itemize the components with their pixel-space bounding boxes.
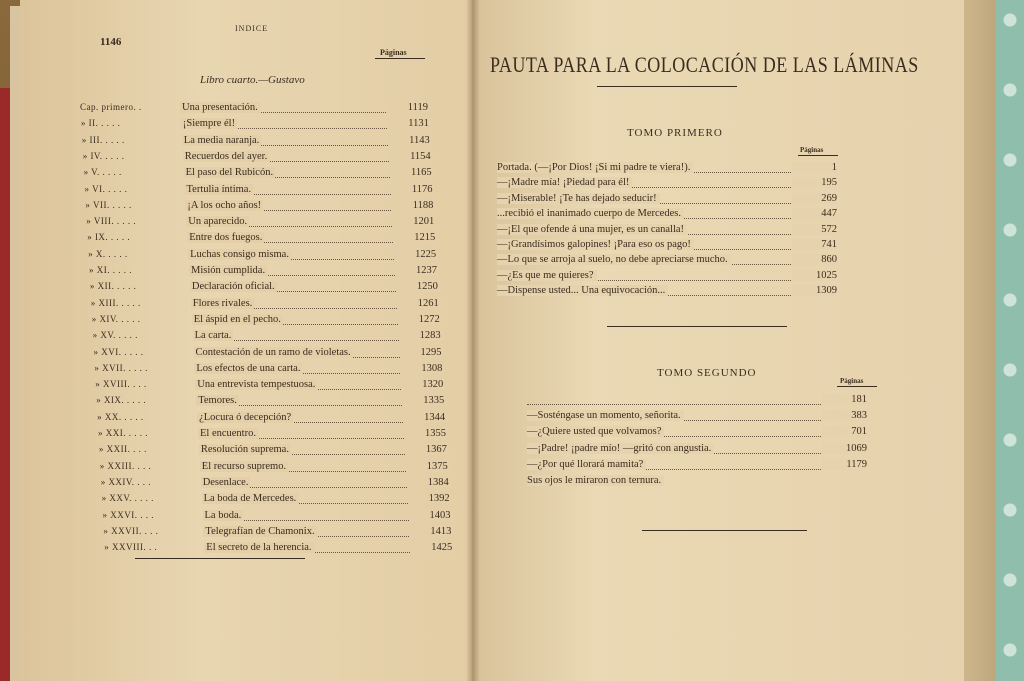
paginas-label: Páginas (380, 48, 407, 57)
toc-entry (93, 330, 443, 343)
toc-entry (87, 232, 437, 245)
page-ref: 1392 (408, 493, 452, 504)
chapter-number: » XIII. . . . . (90, 297, 141, 308)
paginas-label: Páginas (840, 377, 864, 385)
toc-entry (103, 510, 453, 523)
page-ref: 1384 (407, 477, 451, 488)
page-ref: 1165 (390, 167, 434, 178)
page-ref: 860 (792, 254, 837, 265)
page-ref: 1250 (396, 281, 440, 292)
chapter-number: » XXVIII. . . (104, 542, 158, 553)
chapter-number: » IX. . . . . (87, 232, 131, 243)
plate-caption: —¡Madre mía! ¡Piedad para él! (497, 177, 632, 188)
page-title: PAUTA PARA LA COLOCACIÓN DE LAS LÁMINAS (490, 52, 919, 77)
page-ref: 1143 (388, 135, 432, 146)
plate-caption: —Dispense usted... Una equivocación... (497, 285, 668, 296)
plate-entry (497, 162, 837, 176)
rule (798, 155, 838, 156)
toc-entry (94, 347, 444, 360)
plate-entry (497, 193, 837, 207)
ornament-rule (597, 86, 737, 87)
toc-entry (98, 428, 448, 441)
chapter-number: » III. . . . . (81, 134, 125, 145)
plate-caption: Portada. (—¡Por Dios! ¡Si mi padre te viera!). (497, 162, 693, 173)
rule (837, 386, 877, 387)
plate-caption: —Lo que se arroja al suelo, no debe apreciarse mucho. (497, 254, 731, 265)
page-ref: 1069 (822, 443, 867, 454)
page-ref: 1201 (392, 216, 436, 227)
chapter-title: El recurso supremo. (201, 460, 287, 472)
toc-entry (85, 184, 435, 197)
section-title: Libro cuarto.—Gustavo (200, 74, 305, 86)
chapter-title: Temores. (198, 395, 237, 407)
chapter-title: Una presentación. (182, 102, 258, 113)
page-ref: 1237 (395, 265, 439, 276)
toc-entry (91, 298, 441, 311)
page-ref: 447 (792, 208, 837, 219)
page-ref: 1309 (792, 285, 837, 296)
page-ref: 1344 (403, 412, 447, 423)
chapter-number: » XVII. . . . . (94, 362, 148, 373)
plate-caption: —¿Quiere usted que volvamos? (527, 426, 664, 437)
chapter-number: » XVIII. . . . (95, 379, 147, 390)
toc-entry (101, 477, 451, 490)
chapter-title: El áspid en el pecho. (193, 313, 281, 325)
chapter-number: » V. . . . . (83, 167, 122, 178)
page-edges (964, 0, 996, 681)
chapter-number: Cap. primero. . (80, 102, 142, 112)
page-number: 1146 (100, 36, 122, 48)
toc-entry (81, 118, 431, 131)
chapter-number: » XIV. . . . . (91, 313, 141, 324)
page-ref: 1272 (398, 314, 442, 325)
chapter-title: Luchas consigo misma. (190, 248, 289, 260)
chapter-title: La media naranja. (183, 134, 260, 146)
divider-rule (607, 326, 787, 327)
tomo-primero-heading: TOMO PRIMERO (627, 127, 723, 139)
page-ref: 1375 (406, 461, 450, 472)
chapter-number: » XXII. . . . (98, 444, 147, 455)
chapter-title: Recuerdos del ayer. (184, 150, 268, 162)
chapter-title: ¡A los ocho años! (187, 199, 262, 211)
toc-entry (82, 135, 432, 148)
chapter-title: Un aparecido. (188, 216, 248, 228)
toc-entry (80, 102, 430, 115)
chapter-number: » XXI. . . . . (98, 428, 148, 438)
toc-entry (100, 461, 450, 474)
toc-entry (84, 167, 434, 180)
page-ref: 572 (792, 224, 837, 235)
toc-entry (90, 281, 440, 294)
chapter-title: Declaración oficial. (191, 281, 275, 293)
page-ref: 1188 (391, 200, 435, 211)
toc-entry (95, 379, 445, 392)
chapter-number: » IV. . . . . (82, 150, 125, 161)
chapter-title: La carta. (194, 330, 232, 342)
chapter-number: » X. . . . . (88, 248, 128, 259)
chapter-number: » VIII. . . . . (86, 216, 137, 227)
right-page (472, 0, 964, 681)
toc-entry (83, 151, 433, 164)
plate-entry (527, 459, 867, 473)
chapter-title: Telegrafían de Chamonix. (205, 525, 315, 537)
plate-entry (497, 254, 837, 268)
closing-rule (135, 558, 305, 559)
left-page (20, 0, 472, 681)
page-ref: 181 (822, 394, 867, 405)
toc-entry (92, 314, 442, 327)
toc-entry (103, 526, 453, 539)
chapter-number: » XXVII. . . . (103, 525, 159, 536)
chapter-number: » XXVI. . . . (102, 509, 154, 520)
toc-entry (85, 200, 435, 213)
page-ref: 1308 (400, 363, 444, 374)
chapter-title: Los efectos de una carta. (196, 362, 301, 374)
chapter-title: ¡Siempre él! (182, 118, 236, 130)
page-ref: 269 (792, 193, 837, 204)
chapter-number: » XX. . . . . (97, 411, 144, 422)
closing-rule (642, 530, 807, 531)
chapter-title: Una entrevista tempestuosa. (197, 379, 316, 391)
chapter-title: Tertulia íntima. (186, 183, 252, 195)
page-ref: 1225 (394, 249, 438, 260)
toc-entry (89, 265, 439, 278)
plate-caption: —¿Es que me quieres? (497, 270, 597, 281)
toc-entry (102, 493, 452, 506)
toc-entry (97, 412, 447, 425)
page-ref: 1283 (399, 330, 443, 341)
plate-entry (497, 270, 837, 284)
toc-entry (99, 444, 449, 457)
chapter-number: » XXIV. . . . (100, 476, 152, 487)
chapter-title: ¿Locura ó decepción? (199, 411, 292, 423)
page-ref: 701 (822, 426, 867, 437)
plate-entry (497, 208, 837, 222)
page-ref: 1261 (397, 298, 441, 309)
page-ref: 1 (792, 162, 837, 173)
chapter-title: El secreto de la herencia. (206, 542, 312, 554)
page-ref: 1413 (409, 526, 453, 537)
page-ref: 1025 (792, 270, 837, 281)
toc-entry (104, 542, 454, 555)
plate-caption: —¡Grandísimos galopines! ¡Para eso os pago! (497, 239, 694, 250)
toc-entry (88, 249, 438, 262)
chapter-number: » VI. . . . . (84, 183, 128, 194)
chapter-number: » XII. . . . . (89, 281, 137, 292)
rule (375, 58, 425, 59)
page-ref: 1119 (386, 102, 430, 113)
plate-caption: —¡El que ofende á una mujer, es un canalla! (497, 224, 687, 235)
page-ref: 1403 (409, 510, 453, 521)
chapter-title: Entre dos fuegos. (189, 232, 263, 244)
running-head: INDICE (235, 24, 269, 33)
chapter-number: » XXV. . . . . (101, 493, 154, 504)
toc-entry (96, 395, 446, 408)
plate-entry (497, 177, 837, 191)
page-ref: 1367 (405, 444, 449, 455)
leader-dots (527, 394, 845, 405)
plate-entry (527, 475, 867, 489)
page-ref: 1176 (391, 184, 435, 195)
chapter-title: El encuentro. (200, 428, 256, 439)
plate-caption: —¡Padre! ¡padre mío! —gritó con angustia. (527, 443, 714, 454)
page-ref: 1295 (400, 347, 444, 358)
plate-entry (527, 426, 867, 440)
chapter-number: » VII. . . . . (85, 199, 132, 210)
plate-entry (527, 410, 867, 424)
page-ref: 1215 (393, 232, 437, 243)
plate-entry (527, 443, 867, 457)
chapter-title: El paso del Rubicón. (185, 167, 274, 179)
chapter-title: La boda. (204, 509, 242, 521)
chapter-number: » XXIII. . . . (99, 460, 152, 471)
chapter-title: La boda de Mercedes. (203, 493, 297, 505)
page-ref: 1154 (389, 151, 433, 162)
chapter-title: Desenlace. (202, 476, 249, 488)
plate-caption: —Sosténgase un momento, señorita. (527, 410, 684, 421)
chapter-number: » XVI. . . . . (93, 346, 144, 357)
chapter-number: » II. . . . . (80, 118, 121, 129)
chapter-title: Flores rivales. (192, 297, 253, 309)
page-ref: 1335 (402, 395, 446, 406)
plate-entry (497, 239, 837, 253)
chapter-title: Contestación de un ramo de violetas. (195, 346, 351, 358)
page-ref: 1179 (822, 459, 867, 470)
toc-entry (86, 216, 436, 229)
plate-entry (497, 224, 837, 238)
page-ref: 1320 (401, 379, 445, 390)
plate-caption: Sus ojos le miraron con ternura. (527, 475, 664, 486)
plate-entry (527, 394, 867, 408)
page-ref: 195 (792, 177, 837, 188)
chapter-title: Resolución suprema. (200, 444, 289, 456)
page-ref: 1131 (387, 118, 431, 129)
chapter-number: » XIX. . . . . (96, 395, 147, 406)
tomo-segundo-heading: TOMO SEGUNDO (657, 367, 757, 379)
page-ref: 1425 (410, 542, 454, 553)
paginas-label: Páginas (800, 146, 824, 154)
chapter-number: » XI. . . . . (89, 265, 132, 275)
book-gutter (466, 0, 480, 681)
page-ref: 383 (822, 410, 867, 421)
page-ref: 741 (792, 239, 837, 250)
plate-entry (497, 285, 837, 299)
plate-caption: —¡Miserable! ¡Te has dejado seducir! (497, 193, 660, 204)
chapter-title: Misión cumplida. (191, 265, 266, 276)
chapter-number: » XV. . . . . (92, 330, 138, 341)
plate-caption: ...recibió el inanimado cuerpo de Mercedes. (497, 208, 684, 219)
plate-caption: —¿Por qué llorará mamita? (527, 459, 646, 470)
page-ref: 1355 (404, 428, 448, 439)
toc-entry (94, 363, 444, 376)
